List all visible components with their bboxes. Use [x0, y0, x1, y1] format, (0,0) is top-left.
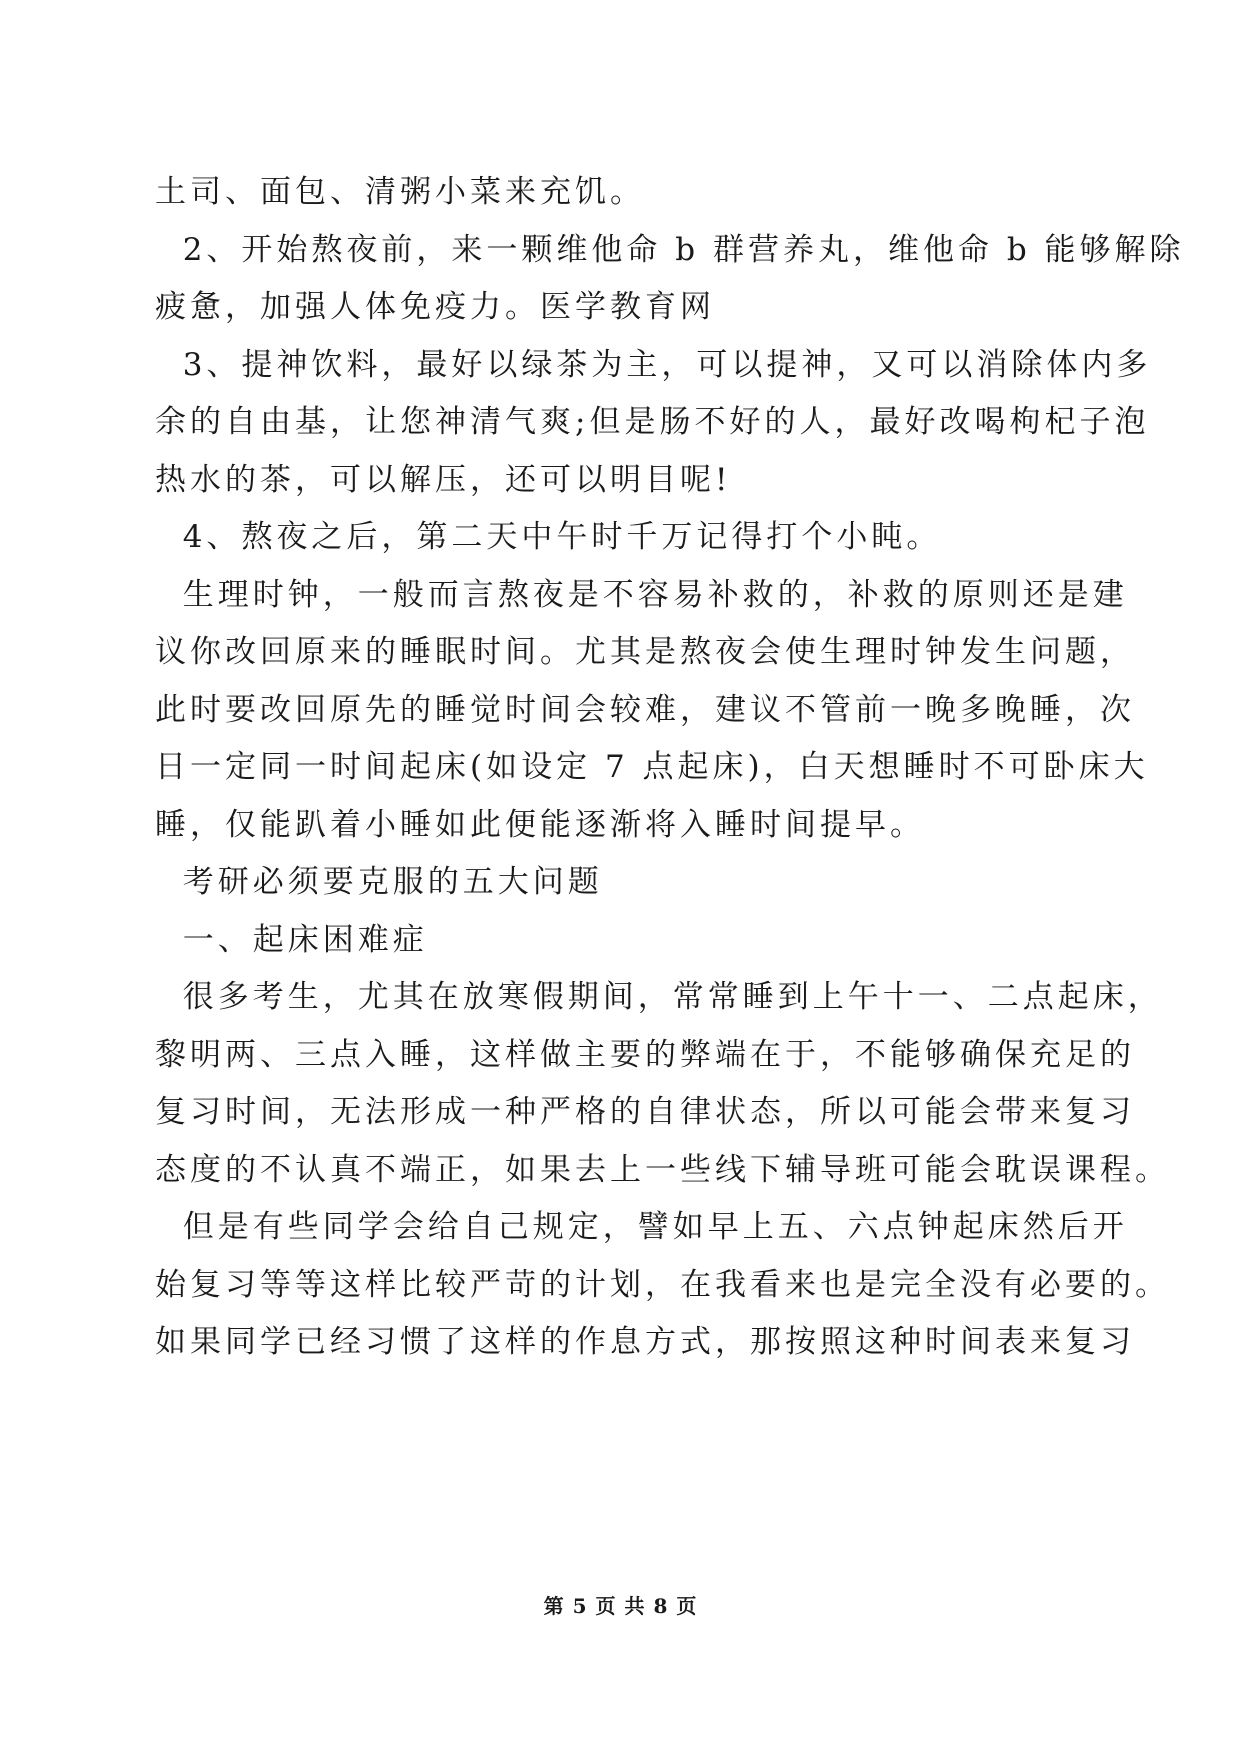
section-heading: 考研必须要克服的五大问题 — [155, 864, 603, 900]
text-line: 4、熬夜之后，第二天中午时千万记得打个小盹。 — [155, 519, 942, 555]
text-line: 生理时钟，一般而言熬夜是不容易补救的，补救的原则还是建 — [155, 577, 1128, 613]
page-number-footer: 第 5 页 共 8 页 — [543, 1594, 698, 1618]
text-line: 疲惫，加强人体免疫力。医学教育网 — [155, 289, 715, 325]
text-line: 土司、面包、清粥小菜来充饥。 — [155, 174, 645, 210]
text-line: 复习时间，无法形成一种严格的自律状态，所以可能会带来复习 — [155, 1094, 1135, 1130]
text-line: 很多考生，尤其在放寒假期间，常常睡到上午十一、二点起床， — [155, 979, 1163, 1015]
text-line: 热水的茶，可以解压，还可以明目呢! — [155, 462, 732, 498]
text-line: 如果同学已经习惯了这样的作息方式，那按照这种时间表来复习 — [155, 1324, 1135, 1360]
text-line: 日一定同一时间起床(如设定 7 点起床)，白天想睡时不可卧床大 — [155, 749, 1149, 785]
text-line: 余的自由基，让您神清气爽;但是肠不好的人，最好改喝枸杞子泡 — [155, 404, 1150, 440]
text-line: 黎明两、三点入睡，这样做主要的弊端在于，不能够确保充足的 — [155, 1037, 1135, 1073]
text-line: 睡，仅能趴着小睡如此便能逐渐将入睡时间提早。 — [155, 807, 925, 843]
text-line: 始复习等等这样比较严苛的计划，在我看来也是完全没有必要的。 — [155, 1267, 1170, 1303]
text-line: 3、提神饮料，最好以绿茶为主，可以提神，又可以消除体内多 — [155, 347, 1152, 383]
text-line: 2、开始熬夜前，来一颗维他命 b 群营养丸，维他命 b 能够解除 — [155, 232, 1185, 268]
subsection-heading: 一、起床困难症 — [155, 922, 428, 958]
text-line: 态度的不认真不端正，如果去上一些线下辅导班可能会耽误课程。 — [155, 1152, 1170, 1188]
text-line: 此时要改回原先的睡觉时间会较难，建议不管前一晚多晚睡，次 — [155, 692, 1135, 728]
text-line: 议你改回原来的睡眠时间。尤其是熬夜会使生理时钟发生问题， — [155, 634, 1135, 670]
text-line: 但是有些同学会给自己规定，譬如早上五、六点钟起床然后开 — [155, 1209, 1128, 1245]
